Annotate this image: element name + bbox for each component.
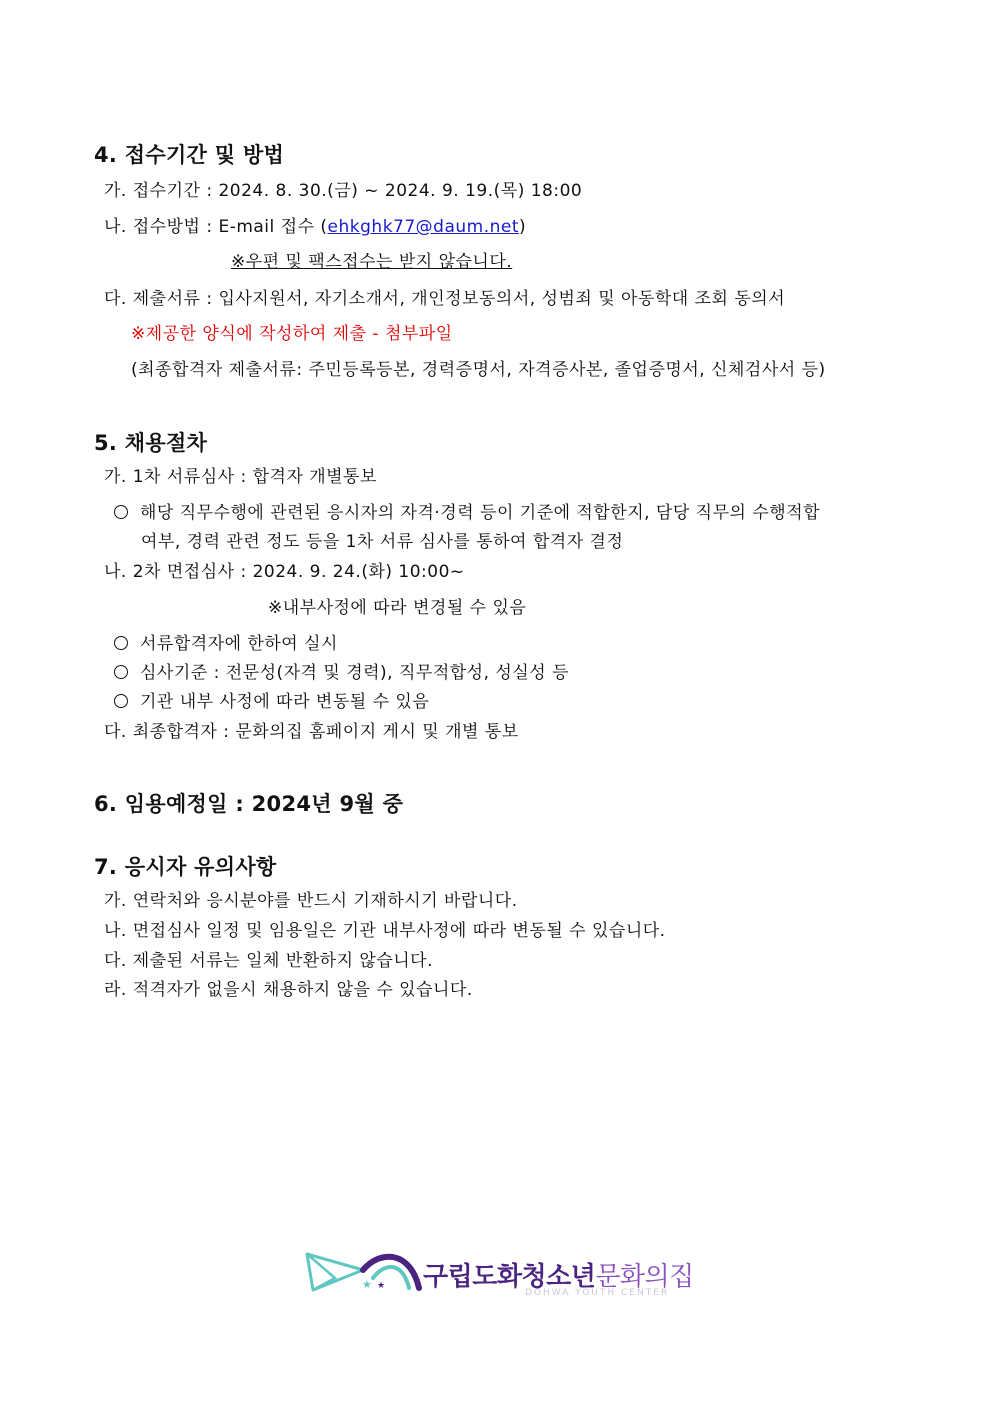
s4-item-b-note: ※우편 및 팩스접수는 받지 않습니다. <box>231 252 513 272</box>
section-4-heading: 4. 접수기간 및 방법 <box>94 143 285 167</box>
s5-bullet-4 <box>114 687 429 712</box>
circle-bullet-icon <box>114 665 128 679</box>
svg-text:★: ★ <box>377 1281 386 1291</box>
s4-item-b-text: 나. 접수방법 : E-mail 접수 ( <box>104 217 328 237</box>
s5-bullet-3 <box>114 658 569 683</box>
section-7-heading: 7. 응시자 유의사항 <box>94 855 277 879</box>
logo-subtitle: DOHWA YOUTH CENTER <box>525 1288 670 1298</box>
s5-bullet-2-text: 서류합격자에 한하여 실시 <box>140 634 338 654</box>
paper-plane-icon <box>305 1248 425 1298</box>
logo-title-dark: 구립도화청소년 <box>423 1262 596 1292</box>
s4-item-b-close: ) <box>519 217 527 237</box>
s5-item-a: 가. 1차 서류심사 : 합격자 개별통보 <box>104 467 377 487</box>
circle-bullet-icon <box>114 505 128 519</box>
s5-bullet-3-text: 심사기준 : 전문성(자격 및 경력), 직무적합성, 성실성 등 <box>140 663 569 683</box>
s4-item-c-final: (최종합격자 제출서류: 주민등록등본, 경력증명서, 자격증사본, 졸업증명서, 신체검사서 등) <box>131 360 826 380</box>
s5-bullet-2 <box>114 629 338 654</box>
s4-item-c: 다. 제출서류 : 입사지원서, 자기소개서, 개인정보동의서, 성범죄 및 아동학대 조회 동의서 <box>104 289 786 309</box>
svg-text:★: ★ <box>362 1278 372 1291</box>
s5-bullet-1-text: 해당 직무수행에 관련된 응시자의 자격·경력 등이 기준에 적합한지, 담당 직무의 수행적합 <box>140 503 821 523</box>
s5-item-b-note: ※내부사정에 따라 변경될 수 있음 <box>268 598 527 618</box>
s7-item-c: 다. 제출된 서류는 일체 반환하지 않습니다. <box>104 951 434 971</box>
s5-bullet-1-cont: 여부, 경력 관련 정도 등을 1차 서류 심사를 통하여 합격자 결정 <box>141 532 624 552</box>
s5-item-b: 나. 2차 면접심사 : 2024. 9. 24.(화) 10:00~ <box>104 562 465 582</box>
s5-bullet-4-text: 기관 내부 사정에 따라 변동될 수 있음 <box>140 692 430 712</box>
circle-bullet-icon <box>114 694 128 708</box>
section-5-heading: 5. 채용절차 <box>94 431 208 455</box>
s5-bullet-1 <box>114 498 820 523</box>
logo-title-light: 문화의집 <box>595 1262 694 1292</box>
email-link[interactable]: ehkghk77@daum.net <box>327 217 520 237</box>
s7-item-d: 라. 적격자가 없을시 채용하지 않을 수 있습니다. <box>104 980 473 1000</box>
s4-item-c-note: ※제공한 양식에 작성하여 제출 - 첨부파일 <box>131 324 453 344</box>
s7-item-b: 나. 면접심사 일정 및 임용일은 기관 내부사정에 따라 변동될 수 있습니다. <box>104 921 666 941</box>
section-6-heading: 6. 임용예정일 : 2024년 9월 중 <box>94 792 404 816</box>
circle-bullet-icon <box>114 636 128 650</box>
s7-item-a: 가. 연락처와 응시분야를 반드시 기재하시기 바랍니다. <box>104 891 518 911</box>
center-logo <box>305 1248 694 1300</box>
s5-item-c: 다. 최종합격자 : 문화의집 홈페이지 게시 및 개별 통보 <box>104 722 519 742</box>
s4-item-b <box>104 212 526 237</box>
s4-item-a: 가. 접수기간 : 2024. 8. 30.(금) ~ 2024. 9. 19.(목) 18:00 <box>104 181 583 201</box>
